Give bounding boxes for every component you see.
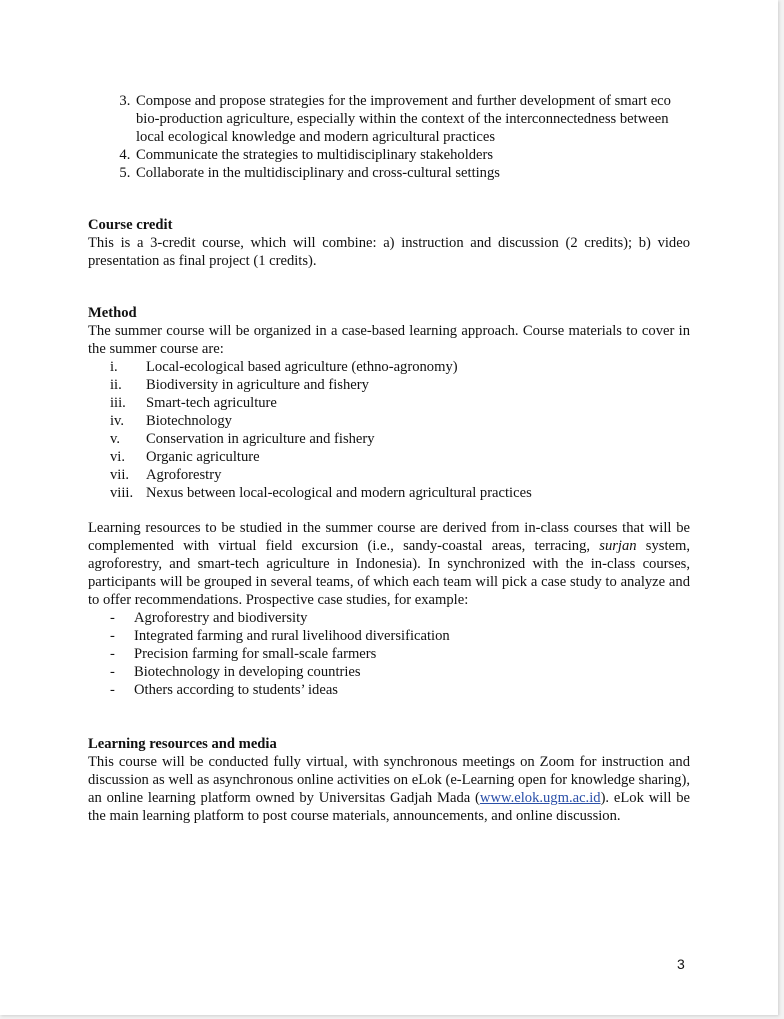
material-number: v.: [110, 431, 120, 447]
material-number: i.: [110, 359, 118, 375]
media-text-before-link: This course will be conducted fully virtual, with synchronous meetings on Zoom for instruction and discussion as well as asynchronous online activities on eLok (e-Learning open for knowledge sharing), an online learning platform owned by Universitas Gadjah Mada (: [88, 754, 690, 806]
material-item: [110, 484, 690, 502]
learning-media-heading: Learning resources and media: [88, 736, 277, 752]
case-study-item: [110, 609, 690, 627]
course-materials-list: [88, 358, 690, 502]
page-number: 3: [677, 956, 685, 972]
learning-media-section: [88, 735, 690, 825]
material-text: Conservation in agriculture and fishery: [146, 431, 375, 447]
case-study-item: [110, 645, 690, 663]
case-study-item: [110, 681, 690, 699]
material-item: [110, 412, 690, 430]
material-number: vi.: [110, 449, 125, 465]
objective-item: 4. Communicate the strategies to multidisciplinary stakeholders: [134, 146, 690, 164]
learning-text-part1: Learning resources to be studied in the summer course are derived from in-class courses that will be complemented with virtual field excursion (i.e., sandy-coastal areas, terracing,: [88, 520, 690, 554]
material-text: Biodiversity in agriculture and fishery: [146, 377, 369, 393]
material-number: vii.: [110, 467, 130, 483]
dash-bullet-icon: -: [110, 682, 115, 698]
case-study-item: [110, 663, 690, 681]
case-study-item: [110, 627, 690, 645]
media-text-after-link: ). eLok will be the main learning platform to post course materials, announcements, and online discussion.: [88, 790, 690, 824]
dash-bullet-icon: -: [110, 646, 115, 662]
material-number: ii.: [110, 377, 122, 393]
material-text: Agroforestry: [146, 467, 222, 483]
course-credit-section: [88, 216, 690, 270]
method-intro: The summer course will be organized in a case-based learning approach. Course materials to cover in the summer course are:: [88, 323, 690, 357]
case-study-text: Agroforestry and biodiversity: [134, 610, 308, 626]
material-item: [110, 376, 690, 394]
learning-media-text: [88, 753, 690, 825]
learning-text-part2: system, agroforestry, and smart-tech agriculture in Indonesia). In synchronized with the in-class courses, participants will be grouped in several teams, of which each team will pick a case study to analyze and to offer recommendations. Prospective case studies, for example:: [88, 538, 690, 608]
elok-link[interactable]: www.elok.ugm.ac.id: [479, 790, 601, 806]
case-study-text: Biotechnology in developing countries: [134, 664, 361, 680]
case-studies-list: [88, 609, 690, 699]
material-item: [110, 358, 690, 376]
material-text: Organic agriculture: [146, 449, 260, 465]
case-study-text: Integrated farming and rural livelihood diversification: [134, 628, 450, 644]
material-text: Nexus between local-ecological and modern agricultural practices: [146, 485, 532, 501]
material-text: Smart-tech agriculture: [146, 395, 277, 411]
case-study-text: Others according to students’ ideas: [134, 682, 338, 698]
course-credit-heading: Course credit: [88, 217, 173, 233]
material-item: [110, 394, 690, 412]
material-number: iii.: [110, 395, 126, 411]
objective-item: 3. Compose and propose strategies for the improvement and further development of smart eco bio-production agriculture, especially within the context of the interconnectedness between local ecological knowledge and modern agricultural practices: [134, 92, 690, 146]
learning-resources-paragraph: [88, 519, 690, 609]
page-content: [88, 92, 690, 825]
case-study-text: Precision farming for small-scale farmers: [134, 646, 377, 662]
objectives-list: [88, 92, 690, 182]
course-credit-text: This is a 3-credit course, which will combine: a) instruction and discussion (2 credits); b) video presentation as final project (1 credits).: [88, 235, 690, 269]
dash-bullet-icon: -: [110, 628, 115, 644]
dash-bullet-icon: -: [110, 664, 115, 680]
material-number: viii.: [110, 485, 134, 501]
method-heading: Method: [88, 305, 137, 321]
material-text: Local-ecological based agriculture (ethno-agronomy): [146, 359, 458, 375]
dash-bullet-icon: -: [110, 610, 115, 626]
material-item: [110, 430, 690, 448]
method-section: [88, 304, 690, 699]
material-item: [110, 448, 690, 466]
learning-text-italic: surjan: [599, 538, 637, 554]
material-item: [110, 466, 690, 484]
material-text: Biotechnology: [146, 413, 232, 429]
objective-item: 5. Collaborate in the multidisciplinary and cross-cultural settings: [134, 164, 690, 182]
material-number: iv.: [110, 413, 125, 429]
